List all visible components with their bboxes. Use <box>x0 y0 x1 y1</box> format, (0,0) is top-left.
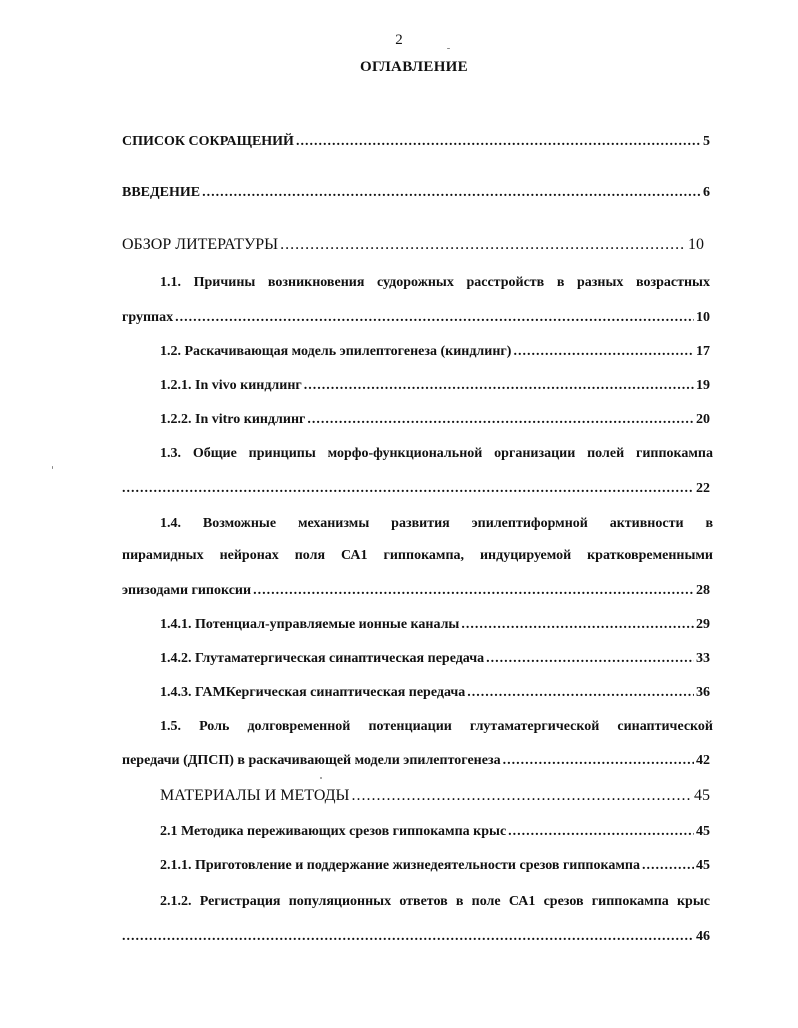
toc-entry-1-4-3[interactable] <box>160 684 710 702</box>
scan-speck <box>320 777 322 779</box>
toc-page-number: 17 <box>696 344 710 359</box>
dot-leader <box>642 857 694 875</box>
toc-entry-materials-methods[interactable] <box>160 787 710 805</box>
toc-page-number: 19 <box>696 378 710 393</box>
dot-leader <box>508 823 694 841</box>
toc-page-number: 22 <box>696 481 710 496</box>
toc-entry-1-1[interactable] <box>122 309 710 327</box>
toc-entry-text: 1.4.1. Потенциал-управляемые ионные каналы <box>160 617 460 632</box>
toc-page-number: 10 <box>696 310 710 325</box>
toc-page-number: 6 <box>703 185 710 200</box>
dot-leader <box>280 236 686 254</box>
toc-entry-text: 2.1.1. Приготовление и поддержание жизнедеятельности срезов гиппокампа <box>160 858 640 873</box>
toc-entry-introduction[interactable] <box>122 184 710 202</box>
toc-page-number: 42 <box>696 753 710 768</box>
dot-leader <box>513 343 694 361</box>
toc-entry-text: СПИСОК СОКРАЩЕНИЙ <box>122 134 294 149</box>
dot-leader <box>202 184 701 202</box>
dot-leader <box>122 928 694 946</box>
dot-leader <box>175 309 694 327</box>
dot-leader <box>461 616 694 634</box>
toc-entry-text: 2.1 Методика переживающих срезов гиппокампа крыс <box>160 824 507 839</box>
dot-leader <box>304 377 694 395</box>
page-title: ОГЛАВЛЕНИЕ <box>360 59 468 75</box>
scan-speck <box>52 466 53 469</box>
toc-entry-1-2-1[interactable] <box>160 377 710 395</box>
toc-entry-text: группах <box>122 310 174 325</box>
toc-entry-abbreviations[interactable] <box>122 133 710 151</box>
toc-page-number: 46 <box>696 929 710 944</box>
toc-entry-literature-review[interactable] <box>122 236 704 254</box>
toc-page-number: 10 <box>688 236 704 253</box>
toc-entry-1-4[interactable] <box>122 582 710 600</box>
toc-entry-1-3-line1[interactable]: 1.3. Общие принципы морфо-функциональной организации полей гиппокампа <box>160 446 713 461</box>
toc-entry-text: эпизодами гипоксии <box>122 583 252 598</box>
toc-entry-2-1[interactable] <box>160 823 710 841</box>
toc-entry-text: 1.2. Раскачивающая модель эпилептогенеза (киндлинг) <box>160 344 512 359</box>
dot-leader <box>503 752 694 770</box>
toc-entry-2-1-2[interactable] <box>122 928 710 946</box>
toc-page-number: 33 <box>696 651 710 666</box>
dot-leader <box>351 787 692 805</box>
dot-leader <box>307 411 694 429</box>
dot-leader <box>122 480 694 498</box>
dot-leader <box>253 582 694 600</box>
toc-entry-1-5-line1[interactable]: 1.5. Роль долговременной потенциации глутаматергической синаптической <box>160 719 713 734</box>
toc-entry-1-4-1[interactable] <box>160 616 710 634</box>
page-number: 2 <box>395 32 403 48</box>
toc-entry-text: 1.2.2. In vitro киндлинг <box>160 412 306 427</box>
toc-entry-1-2-2[interactable] <box>160 411 710 429</box>
toc-page-number: 45 <box>696 824 710 839</box>
dot-leader <box>467 684 694 702</box>
toc-entry-2-1-2-line1[interactable]: 2.1.2. Регистрация популяционных ответов в поле СА1 срезов гиппокампа крыс <box>160 894 710 909</box>
dot-leader <box>486 650 694 668</box>
toc-page-number: 36 <box>696 685 710 700</box>
toc-entry-text: 1.2.1. In vivo киндлинг <box>160 378 302 393</box>
toc-entry-text: ВВЕДЕНИЕ <box>122 185 201 200</box>
toc-entry-text: передачи (ДПСП) в раскачивающей модели эпилептогенеза <box>122 753 501 768</box>
toc-page-number: 20 <box>696 412 710 427</box>
toc-entry-1-4-line2[interactable]: пирамидных нейронах поля СА1 гиппокампа, индуцируемой кратковременными <box>122 548 713 563</box>
toc-page-number: 45 <box>694 787 710 804</box>
toc-page-number: 28 <box>696 583 710 598</box>
toc-entry-1-4-2[interactable] <box>160 650 710 668</box>
toc-entry-text: МАТЕРИАЛЫ И МЕТОДЫ <box>160 787 350 804</box>
toc-page-number: 45 <box>696 858 710 873</box>
toc-entry-text: 1.4.2. Глутаматергическая синаптическая передача <box>160 651 485 666</box>
toc-entry-1-4-line1[interactable]: 1.4. Возможные механизмы развития эпилептиформной активности в <box>160 516 713 531</box>
toc-entry-1-3[interactable] <box>122 480 710 498</box>
toc-entry-text: ОБЗОР ЛИТЕРАТУРЫ <box>122 236 279 253</box>
toc-entry-1-5[interactable] <box>122 752 710 770</box>
dot-leader <box>296 133 701 151</box>
toc-page-number: 5 <box>703 134 710 149</box>
scan-speck <box>447 48 450 49</box>
toc-entry-1-2[interactable] <box>160 343 710 361</box>
toc-entry-1-1-line1[interactable]: 1.1. Причины возникновения судорожных расстройств в разных возрастных <box>160 275 710 290</box>
toc-page-number: 29 <box>696 617 710 632</box>
toc-entry-text: 1.4.3. ГАМКергическая синаптическая передача <box>160 685 466 700</box>
toc-entry-2-1-1[interactable] <box>160 857 710 875</box>
